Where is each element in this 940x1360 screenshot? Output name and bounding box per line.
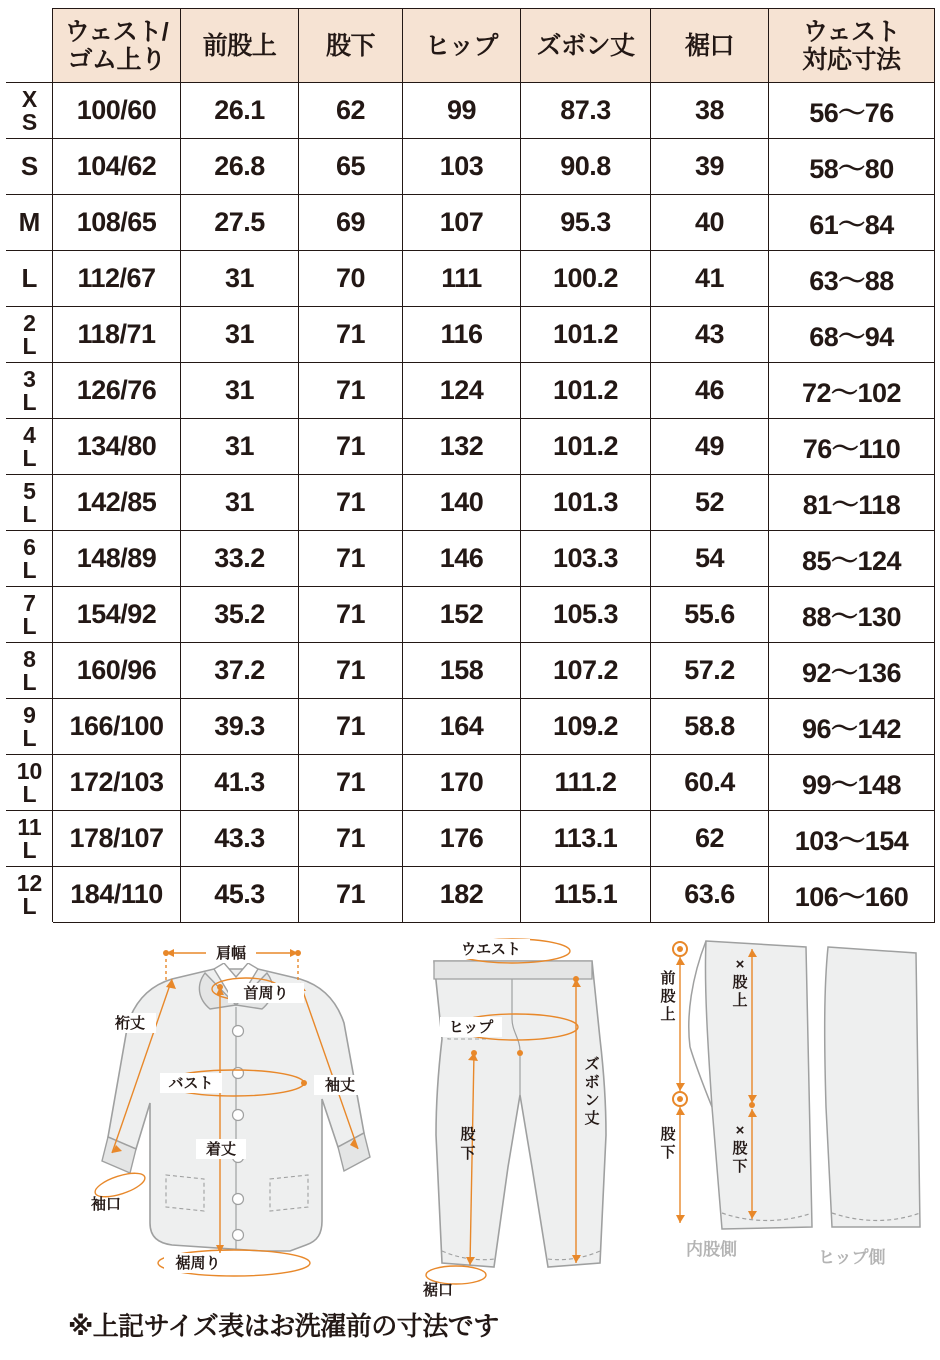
cell-size-label xyxy=(7,195,53,251)
cell-waist-rubber: 100/60 xyxy=(53,83,181,139)
cell-front-rise: 39.3 xyxy=(181,699,299,755)
size-table-head xyxy=(7,9,935,83)
table-row xyxy=(7,811,935,867)
cell-hip: 164 xyxy=(403,699,521,755)
cell-size-label xyxy=(7,531,53,587)
label-inner-thigh-side: 内股側 xyxy=(686,1240,737,1259)
cell-size-label xyxy=(7,643,53,699)
cell-waist-rubber: 126/76 xyxy=(53,363,181,419)
size-label-line: 8 xyxy=(23,646,36,673)
cell-hem: 46 xyxy=(651,363,769,419)
table-row xyxy=(7,531,935,587)
table-row xyxy=(7,755,935,811)
rise-right-panel xyxy=(825,947,920,1227)
cell-hip: 152 xyxy=(403,587,521,643)
cell-hem: 57.2 xyxy=(651,643,769,699)
cell-size-label xyxy=(7,139,53,195)
cell-waist-range: 99〜148 xyxy=(769,755,935,811)
cell-front-rise: 31 xyxy=(181,363,299,419)
header-hip: ヒップ xyxy=(403,9,521,83)
size-label-line: L xyxy=(22,724,37,751)
size-label-line: 5 xyxy=(23,478,36,505)
size-table xyxy=(6,8,935,923)
cell-inseam: 71 xyxy=(299,531,403,587)
label-pants-length: ズボン丈 xyxy=(584,1056,600,1127)
cell-waist-rubber: 154/92 xyxy=(53,587,181,643)
cell-hem: 38 xyxy=(651,83,769,139)
rise-diagram xyxy=(660,941,920,1267)
cell-pants-length: 101.3 xyxy=(521,475,651,531)
cell-inseam: 65 xyxy=(299,139,403,195)
cell-inseam: 70 xyxy=(299,251,403,307)
diagram-svg xyxy=(0,927,940,1347)
label-pants-inseam: 股下 xyxy=(460,1126,476,1162)
size-label-line: 7 xyxy=(23,590,36,617)
cell-waist-range: 68〜94 xyxy=(769,307,935,363)
label-shoulder-width: 肩幅 xyxy=(215,945,247,962)
cell-inseam: 71 xyxy=(299,587,403,643)
cell-pants-length: 101.2 xyxy=(521,307,651,363)
cell-inseam: 71 xyxy=(299,475,403,531)
cell-inseam: 71 xyxy=(299,755,403,811)
cell-hem: 52 xyxy=(651,475,769,531)
cell-size-label xyxy=(7,755,53,811)
cell-pants-length: 103.3 xyxy=(521,531,651,587)
cell-front-rise: 37.2 xyxy=(181,643,299,699)
cell-pants-length: 111.2 xyxy=(521,755,651,811)
cell-size-label xyxy=(7,363,53,419)
size-label-line: M xyxy=(18,207,41,238)
cell-hem: 55.6 xyxy=(651,587,769,643)
label-bust: バスト xyxy=(168,1075,214,1092)
header-waist-range-line1: ウェスト xyxy=(802,17,900,46)
header-waist-rubber xyxy=(53,9,181,83)
cell-waist-rubber: 108/65 xyxy=(53,195,181,251)
cell-size-label xyxy=(7,587,53,643)
size-label-line: L xyxy=(22,500,37,527)
cell-hip: 176 xyxy=(403,811,521,867)
table-row xyxy=(7,139,935,195)
cell-hem: 54 xyxy=(651,531,769,587)
label-rise-x: ×股上 xyxy=(732,956,748,1009)
table-row xyxy=(7,83,935,139)
rise-left-panel xyxy=(705,941,812,1229)
cell-inseam: 71 xyxy=(299,811,403,867)
cell-front-rise: 26.8 xyxy=(181,139,299,195)
cell-hip: 140 xyxy=(403,475,521,531)
cell-hem: 49 xyxy=(651,419,769,475)
cell-waist-rubber: 148/89 xyxy=(53,531,181,587)
label-cuff: 袖口 xyxy=(90,1196,122,1213)
size-label-line: S xyxy=(20,151,39,182)
size-label-line: L xyxy=(22,612,37,639)
cell-inseam: 71 xyxy=(299,419,403,475)
cell-hem: 39 xyxy=(651,139,769,195)
cell-front-rise: 45.3 xyxy=(181,867,299,923)
header-corner xyxy=(7,9,53,83)
cell-waist-range: 92〜136 xyxy=(769,643,935,699)
size-label-line: S xyxy=(21,108,38,135)
cell-hip: 99 xyxy=(403,83,521,139)
size-label-line: L xyxy=(22,556,37,583)
size-label-line: 6 xyxy=(23,534,36,561)
cell-waist-range: 63〜88 xyxy=(769,251,935,307)
size-label-line: L xyxy=(22,836,37,863)
header-pants-length: ズボン丈 xyxy=(521,9,651,83)
cell-inseam: 71 xyxy=(299,307,403,363)
cell-front-rise: 31 xyxy=(181,307,299,363)
cell-front-rise: 31 xyxy=(181,475,299,531)
cell-inseam: 71 xyxy=(299,699,403,755)
cell-inseam: 69 xyxy=(299,195,403,251)
size-label-line: 12 xyxy=(16,870,43,897)
label-hem-circumference: 裾周り xyxy=(175,1255,221,1272)
pants-shape xyxy=(434,961,606,1267)
cell-inseam: 71 xyxy=(299,867,403,923)
size-label-line: 2 xyxy=(23,310,36,337)
table-row xyxy=(7,251,935,307)
cell-pants-length: 101.2 xyxy=(521,419,651,475)
footnote: ※上記サイズ表はお洗濯前の寸法です xyxy=(68,1311,499,1341)
header-waist-range xyxy=(769,9,935,83)
size-label-line: L xyxy=(22,444,37,471)
label-pants-waist: ウエスト xyxy=(460,941,522,958)
cell-size-label xyxy=(7,699,53,755)
cell-front-rise: 33.2 xyxy=(181,531,299,587)
table-row xyxy=(7,307,935,363)
cell-front-rise: 26.1 xyxy=(181,83,299,139)
cell-front-rise: 43.3 xyxy=(181,811,299,867)
cell-waist-range: 85〜124 xyxy=(769,531,935,587)
cell-front-rise: 27.5 xyxy=(181,195,299,251)
label-pants-hem: 裾口 xyxy=(422,1282,454,1299)
size-label-line: L xyxy=(22,780,37,807)
table-row xyxy=(7,475,935,531)
cell-size-label xyxy=(7,83,53,139)
measurement-diagrams xyxy=(0,927,940,1347)
cell-front-rise: 41.3 xyxy=(181,755,299,811)
cell-pants-length: 101.2 xyxy=(521,363,651,419)
cell-waist-range: 72〜102 xyxy=(769,363,935,419)
cell-waist-range: 88〜130 xyxy=(769,587,935,643)
size-label-line: L xyxy=(22,388,37,415)
header-waist-rubber-line1: ウェスト/ xyxy=(64,17,169,46)
header-row xyxy=(7,9,935,83)
cell-pants-length: 107.2 xyxy=(521,643,651,699)
header-front-rise: 前股上 xyxy=(181,9,299,83)
label-pants-hip: ヒップ xyxy=(448,1019,494,1036)
cell-hip: 158 xyxy=(403,643,521,699)
cell-waist-rubber: 118/71 xyxy=(53,307,181,363)
table-row xyxy=(7,643,935,699)
table-row xyxy=(7,195,935,251)
cell-size-label xyxy=(7,867,53,923)
label-yuki: 裄丈 xyxy=(114,1015,146,1032)
cell-waist-range: 106〜160 xyxy=(769,867,935,923)
cell-hip: 124 xyxy=(403,363,521,419)
cell-waist-rubber: 134/80 xyxy=(53,419,181,475)
size-label-line: 4 xyxy=(23,422,36,449)
pants-waistband xyxy=(434,961,592,979)
cell-pants-length: 115.1 xyxy=(521,867,651,923)
size-label-line: 3 xyxy=(23,366,36,393)
header-waist-range-line2: 対応寸法 xyxy=(802,45,901,74)
cell-pants-length: 109.2 xyxy=(521,699,651,755)
cell-hip: 146 xyxy=(403,531,521,587)
rise-upper-curve xyxy=(689,941,706,1047)
cell-pants-length: 100.2 xyxy=(521,251,651,307)
cell-size-label xyxy=(7,811,53,867)
cell-waist-range: 81〜118 xyxy=(769,475,935,531)
cell-waist-rubber: 178/107 xyxy=(53,811,181,867)
cell-waist-range: 96〜142 xyxy=(769,699,935,755)
size-label-line: L xyxy=(22,668,37,695)
cell-waist-range: 61〜84 xyxy=(769,195,935,251)
header-hem: 裾口 xyxy=(651,9,769,83)
size-label-line: 10 xyxy=(16,758,43,785)
size-label-line: X xyxy=(21,86,38,113)
cell-inseam: 62 xyxy=(299,83,403,139)
cell-hip: 170 xyxy=(403,755,521,811)
label-inseam-rise: 股下 xyxy=(660,1126,676,1161)
cell-hem: 60.4 xyxy=(651,755,769,811)
label-inseam-x: ×股下 xyxy=(732,1122,748,1175)
table-row xyxy=(7,867,935,923)
size-table-body xyxy=(7,83,935,923)
cell-size-label xyxy=(7,419,53,475)
cell-waist-range: 76〜110 xyxy=(769,419,935,475)
header-waist-rubber-line2: ゴム上り xyxy=(67,45,166,74)
cell-front-rise: 31 xyxy=(181,419,299,475)
cell-hip: 116 xyxy=(403,307,521,363)
cell-hem: 40 xyxy=(651,195,769,251)
cell-pants-length: 105.3 xyxy=(521,587,651,643)
cell-hip: 182 xyxy=(403,867,521,923)
cell-hem: 43 xyxy=(651,307,769,363)
cell-waist-rubber: 166/100 xyxy=(53,699,181,755)
cell-waist-range: 56〜76 xyxy=(769,83,935,139)
table-row xyxy=(7,699,935,755)
label-sleeve-length: 袖丈 xyxy=(324,1077,356,1094)
cell-waist-range: 103〜154 xyxy=(769,811,935,867)
table-row xyxy=(7,419,935,475)
cell-hem: 63.6 xyxy=(651,867,769,923)
cell-waist-rubber: 184/110 xyxy=(53,867,181,923)
size-label-line: 11 xyxy=(17,814,42,841)
cell-waist-rubber: 160/96 xyxy=(53,643,181,699)
size-label-line: 9 xyxy=(23,702,36,729)
cell-inseam: 71 xyxy=(299,363,403,419)
table-row xyxy=(7,587,935,643)
cell-front-rise: 31 xyxy=(181,251,299,307)
cell-waist-rubber: 172/103 xyxy=(53,755,181,811)
cell-front-rise: 35.2 xyxy=(181,587,299,643)
cell-size-label xyxy=(7,307,53,363)
cell-hip: 107 xyxy=(403,195,521,251)
cell-inseam: 71 xyxy=(299,643,403,699)
cell-waist-rubber: 112/67 xyxy=(53,251,181,307)
size-label-line: L xyxy=(21,263,38,294)
cell-size-label xyxy=(7,251,53,307)
cell-pants-length: 95.3 xyxy=(521,195,651,251)
cell-waist-rubber: 142/85 xyxy=(53,475,181,531)
label-garment-length: 着丈 xyxy=(205,1141,237,1158)
cell-hip: 132 xyxy=(403,419,521,475)
size-label-line: L xyxy=(22,892,37,919)
label-front-rise: 前股上 xyxy=(660,970,676,1023)
label-hip-side: ヒップ側 xyxy=(818,1248,886,1267)
cell-waist-range: 58〜80 xyxy=(769,139,935,195)
cell-hem: 58.8 xyxy=(651,699,769,755)
jacket-diagram xyxy=(91,943,370,1276)
label-neck-circumference: 首周り xyxy=(243,985,289,1002)
cell-hem: 41 xyxy=(651,251,769,307)
header-inseam: 股下 xyxy=(299,9,403,83)
cell-waist-rubber: 104/62 xyxy=(53,139,181,195)
cell-hip: 111 xyxy=(403,251,521,307)
pants-diagram xyxy=(422,939,606,1299)
cell-pants-length: 113.1 xyxy=(521,811,651,867)
cell-hip: 103 xyxy=(403,139,521,195)
size-label-line: L xyxy=(22,332,37,359)
cell-pants-length: 90.8 xyxy=(521,139,651,195)
table-row xyxy=(7,363,935,419)
cell-pants-length: 87.3 xyxy=(521,83,651,139)
cell-size-label xyxy=(7,475,53,531)
cell-hem: 62 xyxy=(651,811,769,867)
